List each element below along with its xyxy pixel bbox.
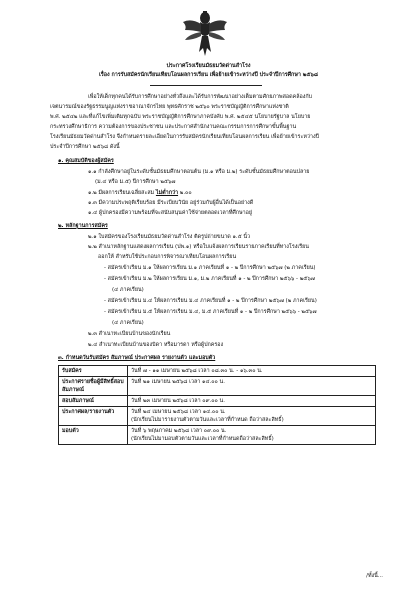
gpa-label: ๑.๒ มีผลการเรียนเฉลี่ยสะสม [88,190,155,196]
schedule-label: ประกาศผล/รายงานตัว [59,407,128,426]
intro-line: กระทรวงศึกษาธิการ ความต้องการของประชาชน และประกาศสำนักงานคณะกรรมการการศึกษาขั้นพื้นฐาน [50,124,297,130]
schedule-table [58,365,376,445]
section1-item-gpa [88,189,192,197]
section2-line: - สมัครเข้าเรียน ม.๕ ให้ผลการเรียน ม.๔, ม.๕ ภาคเรียนที่ ๑ - ๒ ปีการศึกษา ๒๕๖๖ - ๒๕๖๗ [104,309,317,315]
section2-heading: ๒. หลักฐานการสมัคร [58,223,108,229]
table-row [59,396,376,407]
section1-item: ๑.๔ ผู้ปกครองมีความพร้อมที่จะสนับสนุนค่าใช้จ่ายตลอดเวลาที่ศึกษาอยู่ [88,210,253,216]
schedule-label: มอบตัว [59,426,128,445]
schedule-detail-cell [128,426,376,445]
section2-line: (๔ ภาคเรียน) [112,287,144,293]
garuda-emblem-icon [181,8,229,60]
table-row [59,407,376,426]
subject-text: การรับสมัครนักเรียนเทียบโอนผลการเรียน เพื่อย้ายเข้าระหว่างปี ประจำปีการศึกษา ๒๕๖๘ [111,72,318,78]
intro-line: เพื่อให้เด็กทุกคนได้รับการศึกษาอย่างทั่วถึงและได้รับการพัฒนาอย่างเต็มตามศักยภาพสอดคล้องกับ [88,94,313,100]
section1-item: ๑.๓ มีความประพฤติเรียบร้อย มีระเบียบวินัย อยู่ร่วมกับผู้อื่นได้เป็นอย่างดี [88,200,254,206]
schedule-detail-cell [128,407,376,426]
intro-line: ประจำปีการศึกษา ๒๕๖๘ ดังนี้ [50,144,120,150]
schedule-label: รับสมัคร [59,366,128,377]
schedule-label: สอบสัมภาษณ์ [59,396,128,407]
continued-marker: /ทั้งนี้... [366,573,383,579]
section2-line: ๒.๒ สำเนาหลักฐานแสดงผลการเรียน (ปพ.๑) หรือใบแจ้งผลการเรียนรายภาคเรียนที่ทางโรงเรียน [88,244,309,250]
schedule-note: (นักเรียนไม่มารายงานตัวตามวันและเวลาที่กำหนด ถือว่าสละสิทธิ์) [131,417,284,423]
schedule-detail: วันที่ ๒๔ เมษายน ๒๕๖๘ เวลา ๑๔.๐๐ น. [131,409,226,415]
table-row [59,426,376,445]
schedule-detail: วันที่ ๗ - ๑๑ เมษายน ๒๕๖๘ เวลา ๐๘.๓๐ น. - ๑๖.๓๐ น. [128,366,376,377]
gpa-threshold: ไม่ต่ำกว่า [155,190,179,196]
schedule-detail: วันที่ ๒๓ เมษายน ๒๕๖๘ เวลา ๐๙.๐๐ น. [128,396,376,407]
intro-line: เจตนารมณ์ของรัฐธรรมนูญแห่งราชอาณาจักรไทย พุทธศักราช ๒๕๖๐ พระราชบัญญัติการศึกษาแห่งชาติ [50,104,289,110]
section2-line: ๒.๑ ใบสมัครของโรงเรียนมัธยมวัดด่านสำโรง ติดรูปถ่ายขนาด ๑.๕ นิ้ว [88,234,251,240]
schedule-label: ประกาศรายชื่อผู้มีสิทธิ์สอบสัมภาษณ์ [59,377,128,396]
section2-line: ๒.๔ สำเนาทะเบียนบ้านของบิดา หรือมารดา หรือผู้ปกครอง [88,342,224,348]
section2-line: - สมัครเข้าเรียน ม.๔ ให้ผลการเรียน ม.๔ ภาคเรียนที่ ๑ - ๒ ปีการศึกษา ๒๕๖๗ (๒ ภาคเรียน) [104,298,317,304]
document-subject [0,71,417,79]
schedule-note: (นักเรียนไม่มามอบตัวตามวันและเวลาที่กำหนดถือว่าสละสิทธิ์) [131,436,274,442]
gpa-value: ๒.๐๐ [179,190,192,196]
intro-line: โรงเรียนมัธยมวัดด่านสำโรง จึงกำหนดรายละเอียดในการรับสมัครนักเรียนเทียบโอนผลการเรียน เพื่อย้ายเข้าระหว่างปี [50,134,320,140]
schedule-detail: วันที่ ๒๑ เมษายน ๒๕๖๘ เวลา ๑๔.๐๐ น. [128,377,376,396]
section3-heading: ๓. กำหนดวันรับสมัคร สัมภาษณ์ ประกาศผล รายงานตัว และมอบตัว [58,355,216,361]
table-row [59,377,376,396]
section2-line: (๔ ภาคเรียน) [112,320,144,326]
title-divider [150,85,262,86]
section2-line: - สมัครเข้าเรียน ม.๒ ให้ผลการเรียน ม.๑, ม.๒ ภาคเรียนที่ ๑ - ๒ ปีการศึกษา ๒๕๖๖ - ๒๕๖๗ [104,276,315,282]
table-row [59,366,376,377]
section2-line: ออกให้ สำหรับใช้ประกอบการพิจารณาเทียบโอนผลการเรียน [98,254,237,260]
section1-item: ๑.๑ กำลังศึกษาอยู่ในระดับชั้นมัธยมศึกษาตอนต้น (ม.๑ หรือ ม.๒) ระดับชั้นมัธยมศึกษาตอนปลาย [88,169,310,175]
section2-line: - สมัครเข้าเรียน ม.๑ ให้ผลการเรียน ม.๑ ภาคเรียนที่ ๑ - ๒ ปีการศึกษา ๒๕๖๗ (๒ ภาคเรียน) [104,265,316,271]
intro-line: พ.ศ. ๒๕๔๒ และที่แก้ไขเพิ่มเติมทุกฉบับ พระราชบัญญัติการศึกษาภาคบังคับ พ.ศ. ๒๕๔๕ นโยบายรัฐบาล นโยบาย [50,114,311,120]
section1-heading: ๑. คุณสมบัติของผู้สมัคร [58,158,114,164]
section1-item: (ม.๔ หรือ ม.๕) ปีการศึกษา ๒๕๖๗ [95,179,176,185]
section2-line: ๒.๓ สำเนาทะเบียนบ้านของนักเรียน [88,331,171,337]
schedule-detail: วันที่ ๖ พฤษภาคม ๒๕๖๘ เวลา ๐๙.๐๐ น. [131,428,227,434]
subject-label: เรื่อง [98,72,110,78]
document-title: ประกาศโรงเรียนมัธยมวัดด่านสำโรง [166,63,251,69]
